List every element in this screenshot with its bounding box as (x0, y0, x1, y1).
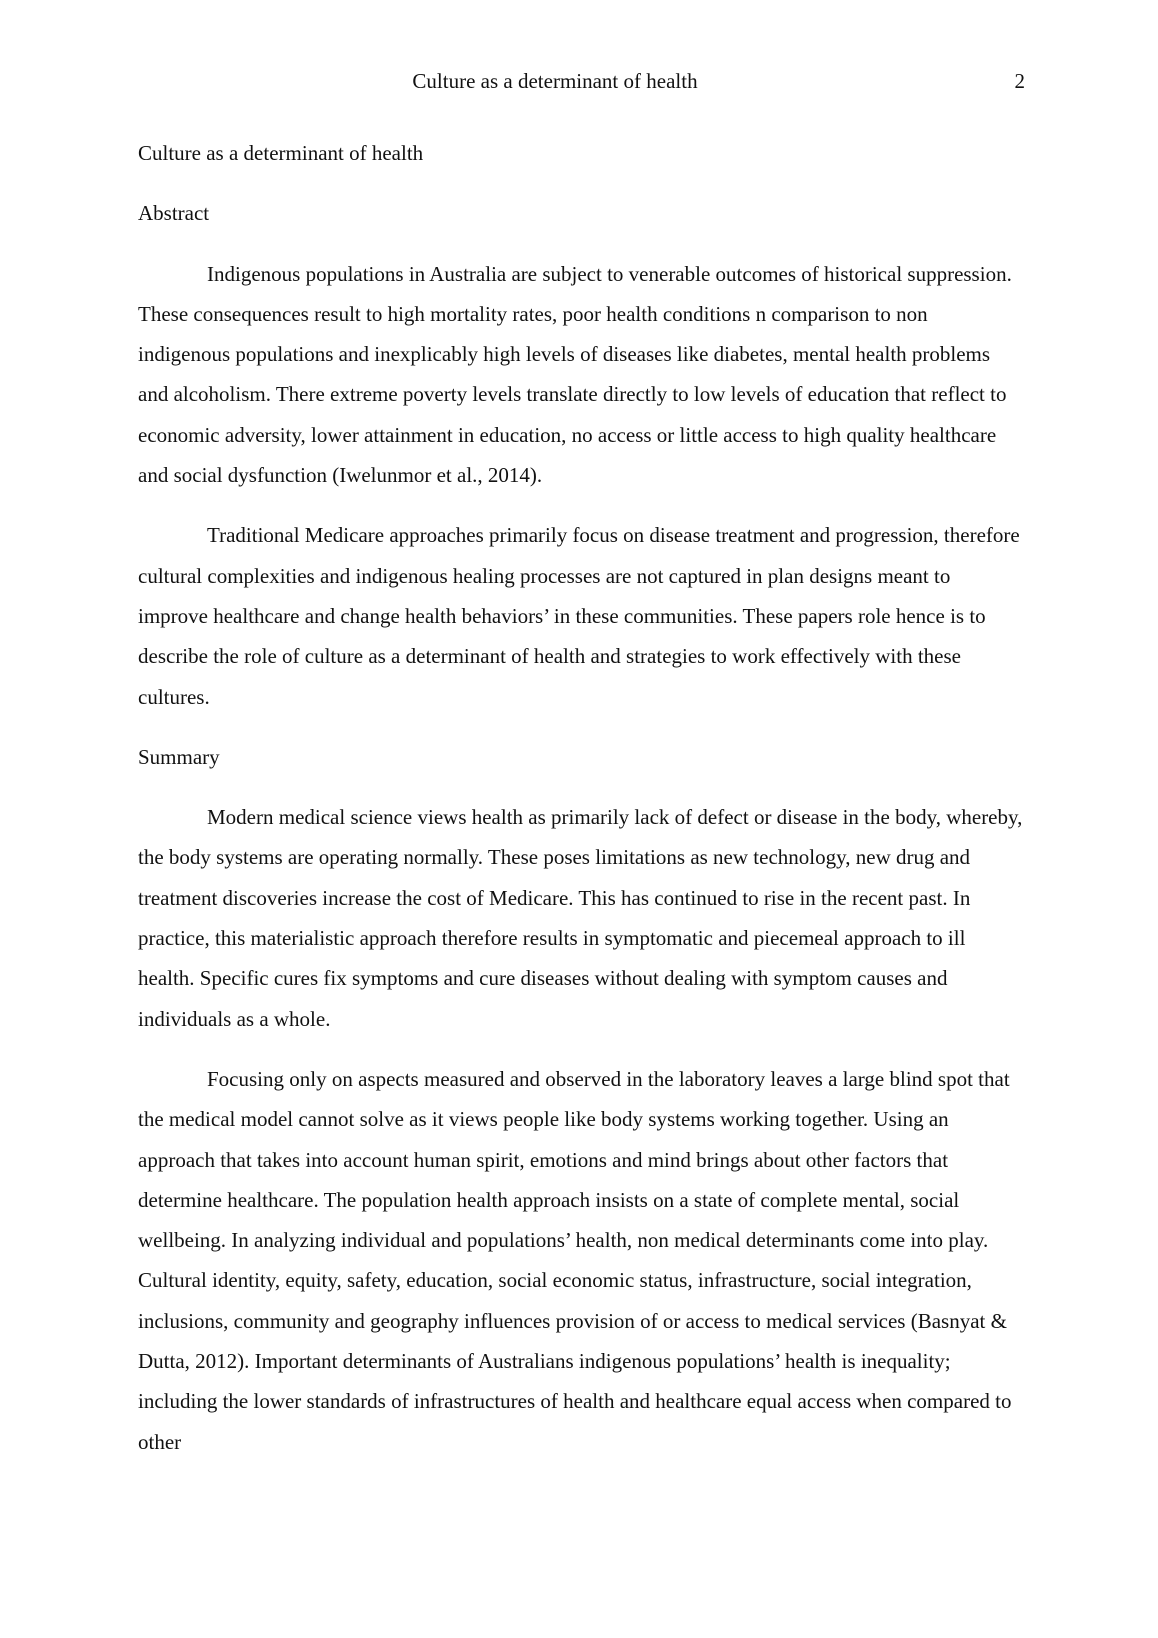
page-number: 2 (1014, 69, 1025, 93)
summary-heading: Summary (138, 744, 220, 769)
summary-paragraph-2: Focusing only on aspects measured and observed in the laboratory leaves a large blind spot that the medical model cannot solve as it views people like body systems working together. Using an approach that takes into account human spirit, emotions and mind brings about other factors that determine healthcare. The population health approach insists on a state of complete mental, social wellbeing. In analyzing individual and populations’ health, non medical determinants come into play. Cultural identity, equity, safety, education, social economic status, infrastructure, social integration, inclusions, community and geography influences provision of or access to medical services (Basnyat & Dutta, 2012). Important determinants of Australians indigenous populations’ health is inequality; including the lower standards of infrastructures of health and healthcare equal access when compared to other (138, 1066, 1012, 1454)
abstract-paragraph-2: Traditional Medicare approaches primarily focus on disease treatment and progression, therefore cultural complexities and indigenous healing processes are not captured in plan designs meant to improve healthcare and change health behaviors’ in these communities. These papers role hence is to describe the role of culture as a determinant of health and strategies to work effectively with these cultures. (138, 523, 1020, 709)
running-header (0, 66, 1158, 96)
summary-paragraph-1: Modern medical science views health as primarily lack of defect or disease in the body, whereby, the body systems are operating normally. These poses limitations as new technology, new drug and treatment discoveries increase the cost of Medicare. This has continued to rise in the recent past. In practice, this materialistic approach therefore results in symptomatic and piecemeal approach to ill health. Specific cures fix symptoms and cure diseases without dealing with symptom causes and individuals as a whole. (138, 805, 1023, 1031)
document-title: Culture as a determinant of health (138, 141, 424, 165)
abstract-heading: Abstract (138, 201, 210, 226)
running-title: Culture as a determinant of health (412, 69, 698, 93)
document-body (138, 133, 1024, 1482)
abstract-paragraph-1: Indigenous populations in Australia are subject to venerable outcomes of historical suppression. These consequences result to high mortality rates, poor health conditions n comparison to non indigenous populations and inexplicably high levels of diseases like diabetes, mental health problems and alcoholism. There extreme poverty levels translate directly to low levels of education that reflect to economic adversity, lower attainment in education, no access or little access to high quality healthcare and social dysfunction (Iwelunmor et al., 2014). (138, 261, 1012, 488)
